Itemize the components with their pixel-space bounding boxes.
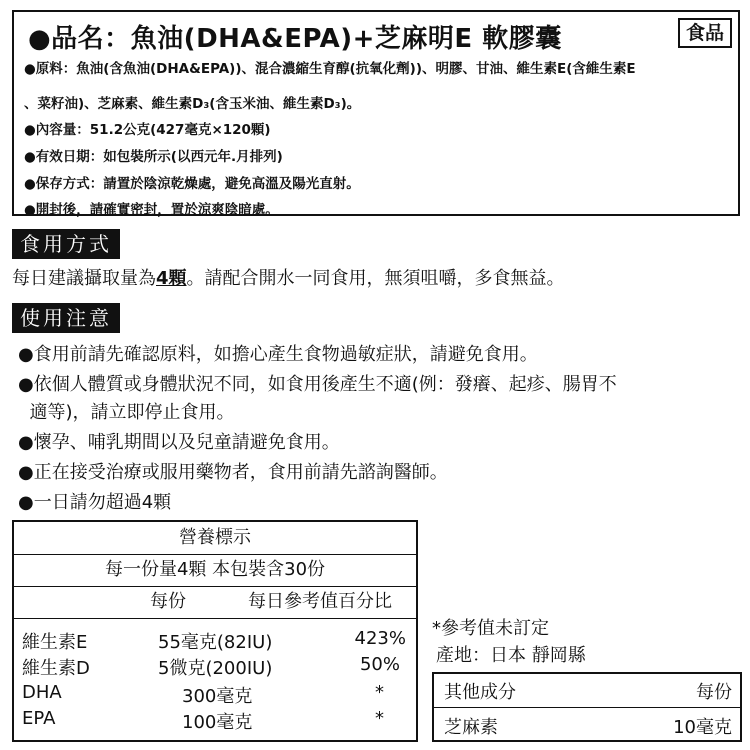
nutrition-header-row [14, 586, 416, 619]
nutrient-amount: 300毫克 [182, 686, 253, 707]
ingredients-line-2: 、菜籽油)、芝麻素、維生素D₃(含玉米油、維生素D₃)。 [24, 96, 361, 112]
nutrient-amount: 5微克(200IU) [158, 658, 273, 679]
caution-line: ●正在接受治療或服用藥物者，食用前請先諮詢醫師。 [18, 462, 448, 483]
other-item-value: 10毫克 [673, 717, 732, 738]
other-header-row [434, 674, 740, 708]
other-header-per: 每份 [696, 682, 732, 703]
caution-line: ●懷孕、哺乳期間以及兒童請避免食用。 [18, 432, 340, 453]
nutrient-name: 維生素D [22, 658, 90, 679]
after-opening: ●開封後，請確實密封，置於涼爽陰暗處。 [24, 202, 279, 218]
storage-method: ●保存方式：請置於陰涼乾燥處，避免高溫及陽光直射。 [24, 176, 360, 192]
nutrient-dv: * [375, 708, 384, 729]
origin: 產地：日本 靜岡縣 [436, 645, 586, 666]
col-daily-value: 每日參考值百分比 [248, 591, 392, 612]
caution-line: 適等)，請立即停止食用。 [18, 402, 235, 423]
caution-line: ●依個人體質或身體狀況不同，如食用後產生不適(例：發癢、起疹、腸胃不 [18, 374, 617, 395]
nutrient-dv: * [375, 682, 384, 703]
other-item-name: 芝麻素 [444, 717, 498, 738]
nutrient-name: DHA [22, 682, 62, 703]
nutrient-amount: 55毫克(82IU) [158, 632, 273, 653]
usage-text [12, 264, 565, 290]
usage-title: 食用方式 [12, 229, 120, 259]
usage-text-post: 。請配合開水一同食用，無須咀嚼，多食無益。 [186, 268, 565, 289]
caution-line: ●食用前請先確認原料，如擔心產生食物過敏症狀，請避免食用。 [18, 344, 538, 365]
caution-line: ●一日請勿超過4顆 [18, 492, 172, 513]
usage-dose: 4顆 [156, 268, 187, 289]
other-item-row [434, 708, 740, 741]
nutrition-table [12, 520, 418, 742]
col-per-serving: 每份 [150, 591, 186, 612]
nutrient-dv: 423% [354, 628, 406, 649]
usage-text-pre: 每日建議攝取量為 [12, 268, 156, 289]
other-header-label: 其他成分 [444, 682, 516, 703]
other-ingredients-table [432, 672, 742, 742]
ingredients-line-1: ●原料：魚油(含魚油(DHA&EPA))、混合濃縮生育醇(抗氧化劑))、明膠、甘油、維生素E(含維生素E [24, 61, 636, 77]
nutrition-serving: 每一份量4顆 本包裝含30份 [14, 554, 416, 587]
food-badge: 食品 [678, 18, 732, 48]
nutrient-amount: 100毫克 [182, 712, 253, 733]
nutrient-name: 維生素E [22, 632, 88, 653]
nutrient-name: EPA [22, 708, 56, 729]
product-info-box [12, 10, 740, 216]
nutrient-dv: 50% [359, 654, 400, 675]
content-amount: ●內容量：51.2公克(427毫克×120顆) [24, 122, 271, 138]
reference-note: *參考值未訂定 [432, 618, 549, 639]
expiry-date: ●有效日期：如包裝所示(以西元年.月排列) [24, 149, 283, 165]
nutrition-title: 營養標示 [14, 522, 416, 555]
product-name: ●品名：魚油(DHA&EPA)+芝麻明E 軟膠囊 [28, 24, 562, 54]
caution-title: 使用注意 [12, 303, 120, 333]
